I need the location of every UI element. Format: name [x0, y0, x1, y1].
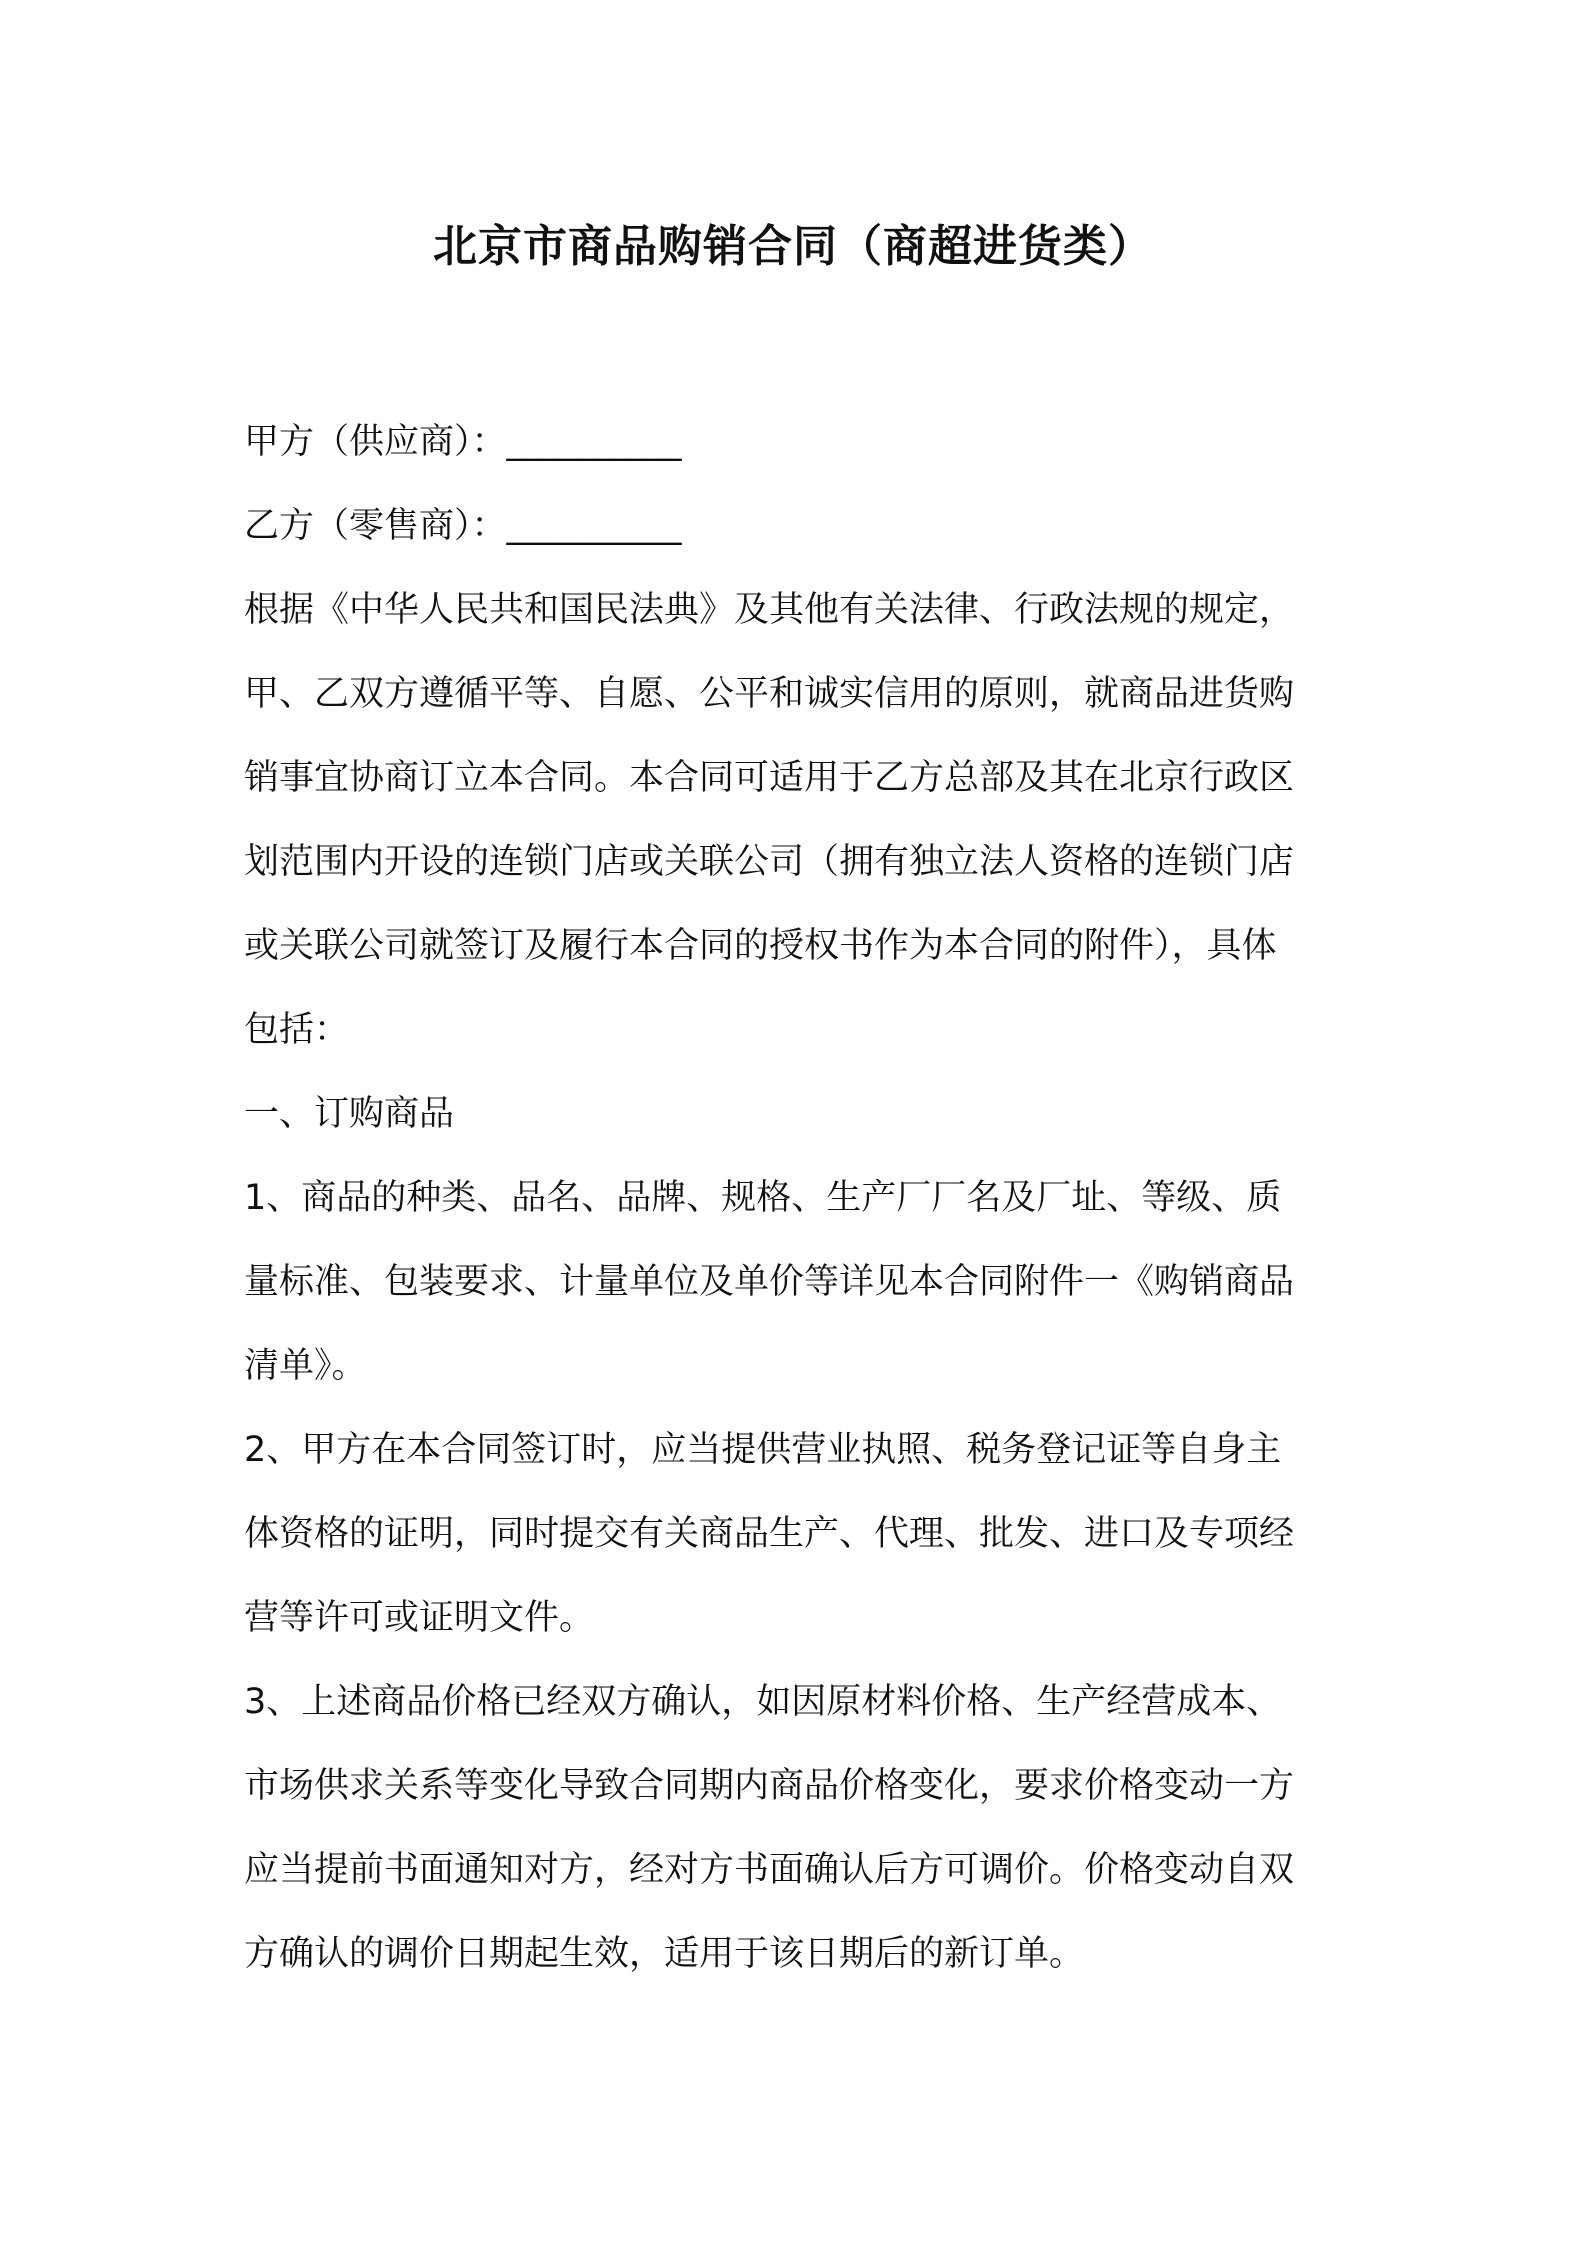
document-title: 北京市商品购销合同（商超进货类）	[433, 221, 1153, 272]
clause-line: 体资格的证明，同时提交有关商品生产、代理、批发、进口及专项经	[244, 1514, 1295, 1554]
text-line: 甲、乙双方遵循平等、自愿、公平和诚实信用的原则，就商品进货购	[244, 674, 1295, 714]
clause-line: 清单》。	[244, 1346, 367, 1386]
clause-line: 市场供求关系等变化导致合同期内商品价格变化，要求价格变动一方	[244, 1766, 1295, 1806]
section-heading: 一、订购商品	[244, 1094, 455, 1134]
party-b-line: 乙方（零售商）：__________	[244, 506, 682, 546]
clause-line: 3、上述商品价格已经双方确认，如因原材料价格、生产经营成本、	[244, 1682, 1282, 1722]
clause-line: 1、商品的种类、品名、品牌、规格、生产厂厂名及厂址、等级、质	[244, 1178, 1282, 1218]
text-line: 销事宜协商订立本合同。本合同可适用于乙方总部及其在北京行政区	[244, 758, 1295, 798]
text-line: 划范围内开设的连锁门店或关联公司（拥有独立法人资格的连锁门店	[244, 842, 1295, 882]
clause-line: 应当提前书面通知对方，经对方书面确认后方可调价。价格变动自双	[244, 1850, 1295, 1890]
document-body	[244, 400, 1344, 1996]
party-a-line: 甲方（供应商）：__________	[244, 422, 682, 462]
clause-line: 量标准、包装要求、计量单位及单价等详见本合同附件一《购销商品	[244, 1262, 1295, 1302]
clause-line: 方确认的调价日期起生效，适用于该日期后的新订单。	[244, 1934, 1085, 1974]
text-line: 根据《中华人民共和国民法典》及其他有关法律、行政法规的规定，	[244, 590, 1295, 630]
text-line: 包括：	[244, 1010, 350, 1050]
clause-line: 营等许可或证明文件。	[244, 1598, 595, 1638]
clause-line: 2、甲方在本合同签订时，应当提供营业执照、税务登记证等自身主	[244, 1430, 1282, 1470]
text-line: 或关联公司就签订及履行本合同的授权书作为本合同的附件），具体	[244, 926, 1277, 966]
